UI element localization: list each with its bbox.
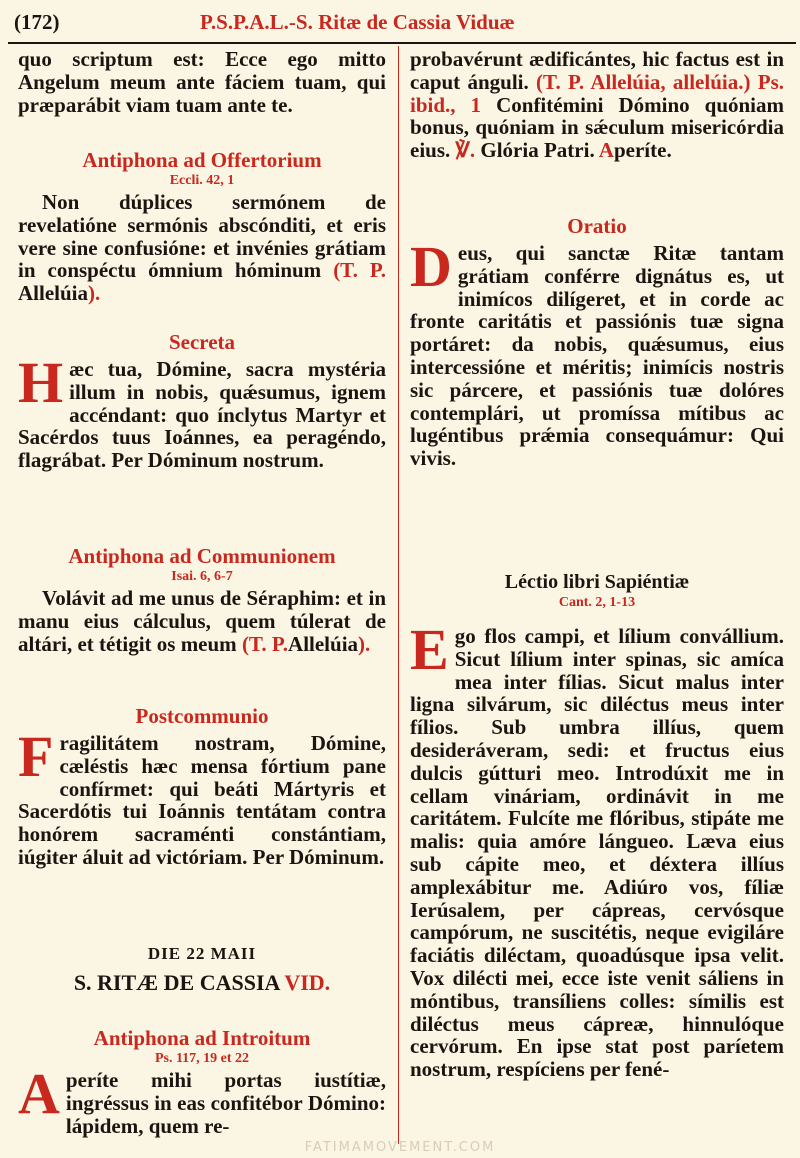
communion-heading: Antiphona ad Communionem (68, 544, 336, 568)
feast-title-suffix: VID. (284, 970, 331, 995)
lesson-paragraph (410, 617, 784, 1082)
collect-heading: Oratio (567, 214, 627, 238)
introit-cont-tp: (T. P. Allelúia, allelúia.) (536, 69, 751, 94)
offertory-paragraph (18, 191, 386, 305)
communion-reference: Isai. 6, 6-7 (171, 569, 233, 584)
lesson-reference: Cant. 2, 1-13 (558, 595, 636, 610)
introit-text: períte mihi portas iustítiæ, ingréssus in eas confitébor Dómino: lápidem, quem re- (65, 1068, 386, 1138)
header-rule (8, 42, 796, 44)
page-header (0, 0, 800, 40)
introit-continuation (410, 48, 784, 162)
feast-section (18, 944, 386, 996)
offertory-reference: Eccli. 42, 1 (169, 173, 235, 188)
lesson-section (410, 570, 784, 1081)
introit-drop-cap: A (18, 1061, 60, 1126)
collect-text: eus, qui sanctæ Ritæ tantam grátiam conférre dignátus es, ut inimícos dilígeret, et in corde ac fronte caritátis et passiónis tuæ signa portáret: da nobis, quǽsumus, eius intercessióne et méritis; inimícis nostris sic párcere, et passiónis tuæ dolóres contemplári, ut promíssa mítibus ac lugéntibus prǽmia consequámur: Qui vivis. (410, 241, 784, 471)
communion-text: Volávit ad me unus de Séraphim: et in manu eius cálculus, quem túlerat de altári, et tétigit os meum (18, 586, 386, 656)
offertory-text: Non dúplices sermónem de revelatióne sermónis abscónditi, et eris vere sine confusióne: et invénies grátiam in conspéctu ómnium hóminum (18, 190, 386, 283)
secret-drop-cap: H (18, 350, 64, 415)
secret-text: æc tua, Dómine, sacra mystéria illum in nobis, quǽsumus, ignem accéndant: quo ínclytus Martyr et Sacérdos tuus Ioánnes, ea peragéndo, flagrábat. Per Dóminum nostrum. (18, 357, 386, 473)
communion-section (18, 544, 386, 655)
page-number: (172) (14, 10, 60, 34)
introit-psalm-ref: Ps. ibid., 1 (410, 69, 784, 117)
secret-section (18, 330, 386, 472)
running-title: P.S.P.A.L.-S. Ritæ de Cassia Viduæ (200, 10, 515, 34)
watermark: FATIMAMOVEMENT.COM (304, 1140, 496, 1155)
communion-alleluia: Allelúia (288, 631, 359, 656)
lesson-drop-cap: E (410, 617, 449, 682)
communion-tp: (T. P. (241, 631, 289, 656)
postcommunion-heading: Postcommunio (135, 704, 269, 728)
postcommunion-paragraph (18, 724, 386, 869)
secret-heading: Secreta (168, 330, 236, 354)
offertory-section (18, 148, 386, 305)
repeat-initial: A (598, 138, 614, 163)
introit-psalm-text: Confitémini Dómino quóniam bonus, quóniam in sǽculum misericórdia eius. (410, 92, 785, 163)
introit-cont-text: probavérunt ædificántes, hic factus est in caput ánguli. (410, 47, 784, 94)
offertory-alleluia: Allelúia (18, 281, 89, 306)
collect-drop-cap: D (410, 234, 452, 299)
communion-tp-close: ). (358, 631, 371, 656)
intro-text: quo scriptum est: Ecce ego mitto Angelum meum ante fáciem tuam, qui præparábit viam tuam ante te. (18, 47, 386, 117)
feast-day: DIE 22 MAII (147, 944, 257, 963)
offertory-tp: (T. P. (333, 258, 387, 283)
communion-paragraph (18, 587, 386, 655)
column-divider (398, 46, 399, 1144)
feast-title (18, 970, 386, 996)
lesson-heading: Léctio libri Sapiéntiæ (504, 571, 690, 593)
repeat-rest: períte. (613, 138, 672, 163)
introit-section (18, 1026, 386, 1137)
postcommunion-drop-cap: F (18, 724, 54, 789)
collect-section (410, 214, 784, 470)
postcommunion-section (18, 704, 386, 869)
introit-cont-paragraph (410, 48, 784, 162)
feast-title-main: S. RITÆ DE CASSIA (73, 970, 280, 995)
secret-paragraph (18, 350, 386, 473)
intro-continuation (18, 48, 386, 116)
collect-paragraph (410, 234, 784, 471)
introit-paragraph (18, 1061, 386, 1138)
postcommunion-text: ragilitátem nostram, Dómine, cæléstis hæc mensa fórtium pane confírmet: qui beáti Mártyris et Sacerdótis tui Ioánnis tentátam contra honórem sacraménti constántiam, iúgiter áluit ad victóriam. Per Dóminum. (18, 731, 386, 869)
lesson-text: go flos campi, et lílium convállium. Sicut lílium inter spinas, sic amíca mea inter fílias. Sicut malus inter ligna silvárum, sic diléctus meus inter fílios. Sub umbra illíus, quem desideráveram, sedi: et fructus eius dulcis gútturi meo. Introdúxit me in cellam vináriam, ordinávit in me caritátem. Fulcíte me flóribus, stipáte me malis: quia amóre lángueo. Læva eius sub cápite meo, et déxtera illíus amplexábitur me. Adiúro vos, fíliæ Ierúsalem, per cápreas, cervósque campórum, ne suscitétis, neque evigiláre faciátis diléctam, quoadúsque ipsa velit. Vox dilécti mei, ecce iste venit sáliens in móntibus, transíliens colles: símilis est diléctus meus cápreæ, hinnulóque cervórum. En ipse stat post paríetem nostrum, respíciens per fené- (410, 624, 784, 1082)
offertory-heading: Antiphona ad Offertorium (82, 148, 322, 172)
introit-reference: Ps. 117, 19 et 22 (154, 1051, 250, 1066)
versicle-symbol: ℣. (455, 138, 476, 163)
gloria-patri: Glória Patri. (480, 138, 595, 163)
introit-heading: Antiphona ad Introitum (93, 1026, 311, 1050)
offertory-tp-close: ). (88, 281, 101, 306)
